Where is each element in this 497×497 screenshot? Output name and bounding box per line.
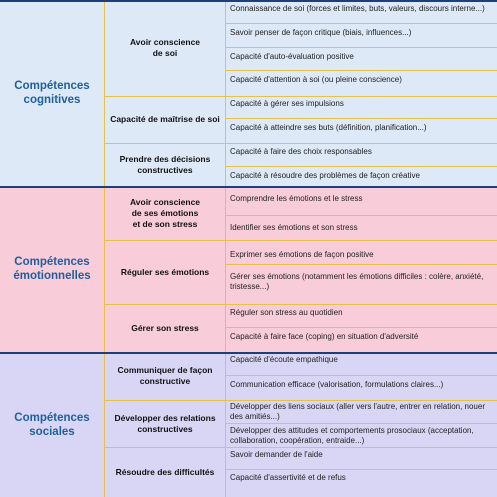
- skill-item: Capacité d'auto-évaluation positive: [230, 52, 354, 61]
- item-rule: [225, 469, 497, 470]
- skill-item: Identifier ses émotions et son stress: [230, 223, 358, 232]
- subskill-label: Capacité de maîtrise de soi: [110, 114, 220, 124]
- skill-item: Développer des attitudes et comportements prosociaux (acceptation, collaboration, coopération, entraide...): [230, 426, 474, 445]
- domain-label: Compétences sociales: [14, 411, 90, 438]
- skill-item: Savoir penser de façon critique (biais, influences...): [230, 28, 412, 37]
- skill-item: Communication efficace (valorisation, formulations claires...): [230, 380, 444, 389]
- domain-label: Compétences cognitives: [14, 80, 90, 106]
- item-rule: [225, 264, 497, 265]
- subskill-label: Résoudre des difficultés: [115, 466, 215, 477]
- domain-label: Compétences émotionnelles: [13, 256, 91, 282]
- skill-item: Capacité à faire des choix responsables: [230, 147, 372, 156]
- skill-item: Comprendre les émotions et le stress: [230, 194, 363, 203]
- skill-item: Capacité à faire face (coping) en situation d'adversité: [230, 332, 419, 341]
- skill-item: Capacité à atteindre ses buts (définition, planification...): [230, 123, 427, 132]
- item-rule: [225, 327, 497, 328]
- item-rule: [225, 375, 497, 376]
- subskill-label: Réguler ses émotions: [120, 266, 210, 277]
- subskill-label: Communiquer de façon constructive: [117, 365, 213, 386]
- skill-item: Capacité d'écoute empathique: [230, 355, 338, 364]
- skill-item: Gérer ses émotions (notamment les émotions difficiles : colère, anxiété, tristesse...): [230, 272, 484, 291]
- item-rule: [225, 423, 497, 424]
- skill-item: Capacité d'assertivité et de refus: [230, 473, 346, 482]
- subskill-label: Gérer son stress: [131, 322, 199, 333]
- skill-item: Capacité d'attention à soi (ou pleine conscience): [230, 75, 402, 84]
- item-rule: [225, 70, 497, 71]
- skill-item: Exprimer ses émotions de façon positive: [230, 250, 374, 259]
- item-rule: [225, 166, 497, 167]
- skill-item: Capacité à gérer ses impulsions: [230, 99, 344, 108]
- skill-item: Connaissance de soi (forces et limites, buts, valeurs, discours interne...): [230, 4, 485, 13]
- subskill-label: Prendre des décisions constructives: [119, 153, 211, 175]
- skill-item: Développer des liens sociaux (aller vers l'autre, entrer en relation, nouer des amitiés...): [230, 402, 485, 421]
- skill-item: Réguler son stress au quotidien: [230, 308, 343, 317]
- item-rule: [225, 47, 497, 48]
- subskill-label: Avoir conscience de ses émotions et de son stress: [129, 196, 201, 229]
- subskill-label: Développer des relations constructives: [114, 412, 216, 434]
- skill-item: Savoir demander de l'aide: [230, 450, 323, 459]
- item-rule: [225, 118, 497, 119]
- skill-item: Capacité à résoudre des problèmes de façon créative: [230, 171, 420, 180]
- subskill-label: Avoir conscience de soi: [129, 37, 201, 58]
- item-rule: [225, 215, 497, 216]
- item-rule: [225, 23, 497, 24]
